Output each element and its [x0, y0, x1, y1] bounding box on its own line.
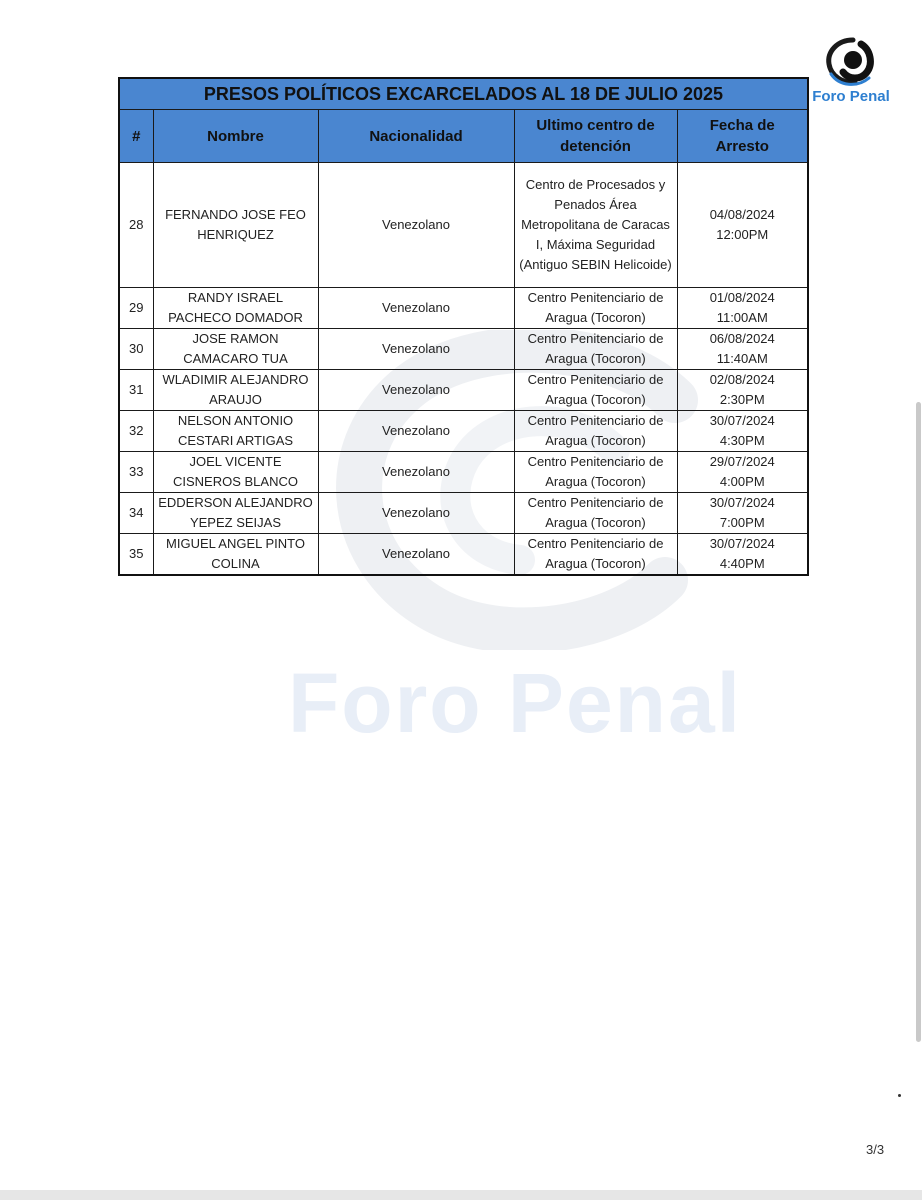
- foro-penal-logo: [806, 36, 896, 110]
- column-header-detention-center: Ultimo centro de detención: [514, 110, 677, 163]
- page-number: 3/3: [866, 1142, 885, 1157]
- bottom-bar: [0, 1190, 922, 1200]
- arrest-time: 4:00PM: [719, 474, 765, 489]
- scrollbar[interactable]: [914, 0, 922, 1200]
- cell-detention-center: Centro Penitenciario de Aragua (Tocoron): [514, 534, 677, 576]
- arrest-time: 12:00PM: [716, 227, 769, 242]
- cell-arrest-date: [677, 411, 808, 452]
- column-header-name: Nombre: [153, 110, 318, 163]
- cell-detention-center: Centro Penitenciario de Aragua (Tocoron): [514, 329, 677, 370]
- cell-nationality: Venezolano: [318, 534, 514, 576]
- arrest-date: 02/08/2024: [709, 372, 775, 387]
- table-row: [119, 411, 808, 452]
- arrest-date: 29/07/2024: [709, 454, 775, 469]
- cell-detention-center: Centro de Procesados y Penados Área Metropolitana de Caracas I, Máxima Seguridad (Antiguo SEBIN Helicoide): [514, 163, 677, 288]
- stray-dot: [898, 1094, 901, 1097]
- table-row: [119, 329, 808, 370]
- cell-detention-center: Centro Penitenciario de Aragua (Tocoron): [514, 288, 677, 329]
- cell-arrest-date: [677, 452, 808, 493]
- scrollbar-thumb[interactable]: [916, 402, 921, 1042]
- table-row: [119, 288, 808, 329]
- cell-number: 34: [119, 493, 153, 534]
- arrest-time: 7:00PM: [719, 515, 765, 530]
- cell-number: 35: [119, 534, 153, 576]
- cell-nationality: Venezolano: [318, 493, 514, 534]
- cell-arrest-date: [677, 288, 808, 329]
- arrest-date: 30/07/2024: [709, 536, 775, 551]
- cell-nationality: Venezolano: [318, 452, 514, 493]
- arrest-date: 30/07/2024: [709, 495, 775, 510]
- cell-name: WLADIMIR ALEJANDRO ARAUJO: [153, 370, 318, 411]
- table-row: [119, 534, 808, 576]
- arrest-date: 04/08/2024: [709, 207, 775, 222]
- cell-number: 30: [119, 329, 153, 370]
- watermark-text: Foro Penal: [287, 656, 743, 750]
- table-title: PRESOS POLÍTICOS EXCARCELADOS AL 18 DE JULIO 2025: [119, 78, 808, 110]
- table-row: [119, 493, 808, 534]
- arrest-date: 01/08/2024: [709, 290, 775, 305]
- foro-penal-swirl-icon: [823, 36, 879, 88]
- table-header-row: [119, 110, 808, 163]
- arrest-time: 11:00AM: [716, 310, 768, 325]
- cell-arrest-date: [677, 493, 808, 534]
- cell-detention-center: Centro Penitenciario de Aragua (Tocoron): [514, 452, 677, 493]
- cell-number: 32: [119, 411, 153, 452]
- cell-arrest-date: [677, 370, 808, 411]
- cell-nationality: Venezolano: [318, 411, 514, 452]
- cell-detention-center: Centro Penitenciario de Aragua (Tocoron): [514, 493, 677, 534]
- cell-name: MIGUEL ANGEL PINTO COLINA: [153, 534, 318, 576]
- arrest-date: 30/07/2024: [709, 413, 775, 428]
- logo-text: Foro Penal: [812, 88, 890, 105]
- cell-name: EDDERSON ALEJANDRO YEPEZ SEIJAS: [153, 493, 318, 534]
- cell-nationality: Venezolano: [318, 370, 514, 411]
- table-row: [119, 452, 808, 493]
- cell-detention-center: Centro Penitenciario de Aragua (Tocoron): [514, 370, 677, 411]
- cell-nationality: Venezolano: [318, 288, 514, 329]
- cell-arrest-date: [677, 163, 808, 288]
- cell-arrest-date: [677, 329, 808, 370]
- arrest-time: 4:40PM: [719, 556, 765, 571]
- arrest-time: 11:40AM: [716, 351, 768, 366]
- arrest-time: 2:30PM: [719, 392, 765, 407]
- column-header-arrest-date: Fecha de Arresto: [677, 110, 808, 163]
- cell-name: RANDY ISRAEL PACHECO DOMADOR: [153, 288, 318, 329]
- cell-number: 31: [119, 370, 153, 411]
- cell-name: NELSON ANTONIO CESTARI ARTIGAS: [153, 411, 318, 452]
- cell-number: 28: [119, 163, 153, 288]
- prisoners-table: [118, 77, 809, 576]
- table-row: [119, 163, 808, 288]
- cell-number: 29: [119, 288, 153, 329]
- cell-nationality: Venezolano: [318, 163, 514, 288]
- arrest-date: 06/08/2024: [709, 331, 775, 346]
- cell-name: JOSE RAMON CAMACARO TUA: [153, 329, 318, 370]
- table-row: [119, 370, 808, 411]
- cell-arrest-date: [677, 534, 808, 576]
- cell-name: JOEL VICENTE CISNEROS BLANCO: [153, 452, 318, 493]
- cell-nationality: Venezolano: [318, 329, 514, 370]
- cell-number: 33: [119, 452, 153, 493]
- cell-name: FERNANDO JOSE FEO HENRIQUEZ: [153, 163, 318, 288]
- column-header-nationality: Nacionalidad: [318, 110, 514, 163]
- column-header-number: #: [119, 110, 153, 163]
- arrest-time: 4:30PM: [719, 433, 765, 448]
- cell-detention-center: Centro Penitenciario de Aragua (Tocoron): [514, 411, 677, 452]
